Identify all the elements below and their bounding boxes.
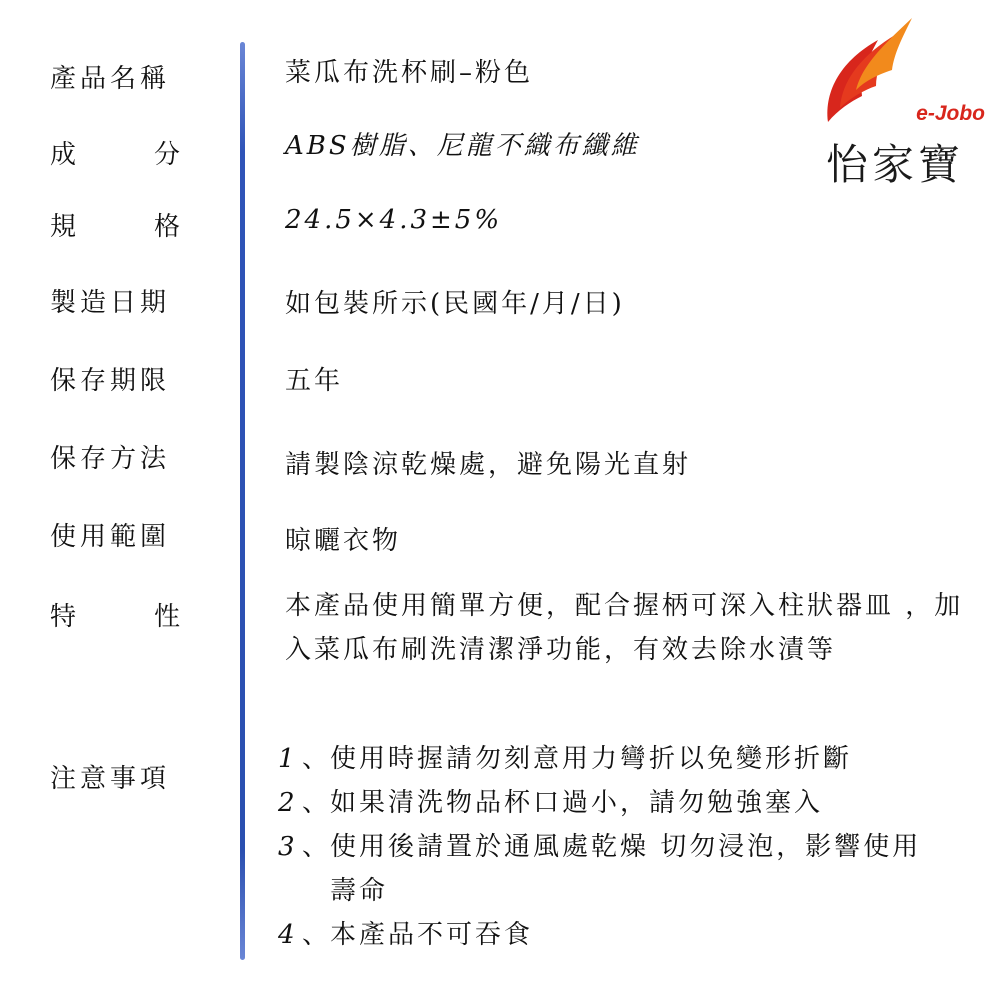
- brand-logo: [820, 10, 995, 189]
- note-item: [278, 737, 978, 781]
- label-ingredient-char-2: 分: [153, 140, 180, 170]
- value-feature: 本產品使用簡單方便，配合握柄可深入柱狀器皿 ，加入菜瓜布刷洗清潔淨功能，有效去除水漬等: [285, 591, 964, 665]
- value-manufacture-date: 如包裝所示(民國年/月/日): [285, 289, 625, 319]
- label-storage: 保存方法: [50, 444, 171, 474]
- logo-brand-text: e-Jobo: [916, 102, 985, 125]
- logo-chinese-name: 怡家寶: [826, 140, 965, 189]
- flame-icon: [820, 10, 920, 130]
- label-manufacture-date: 製造日期: [50, 288, 171, 318]
- label-ingredient: [50, 134, 180, 171]
- value-usage: 晾曬衣物: [285, 526, 402, 556]
- value-shelf-life: 五年: [285, 366, 344, 396]
- notes-list: [278, 737, 978, 957]
- note-number: 1: [278, 744, 298, 774]
- label-spec-char-1: 規: [50, 212, 77, 242]
- label-product-name: 產品名稱: [50, 64, 171, 94]
- label-feature-char-1: 特: [50, 602, 77, 632]
- note-separator: 、: [302, 788, 332, 818]
- note-number: 2: [278, 788, 298, 818]
- note-number: 3: [278, 832, 298, 862]
- label-feature-char-2: 性: [153, 602, 180, 632]
- value-storage: 請製陰涼乾燥處，避免陽光直射: [285, 450, 692, 480]
- value-spec: 24.5×4.3±5%: [285, 205, 503, 235]
- note-item: [278, 913, 978, 957]
- note-text: 如果清洗物品杯口過小，請勿勉強塞入: [330, 788, 824, 818]
- value-ingredient: ABS樹脂、尼龍不織布纖維: [285, 131, 640, 161]
- label-spec-char-2: 格: [153, 212, 180, 242]
- label-usage: 使用範圍: [50, 522, 171, 552]
- label-shelf-life: 保存期限: [50, 366, 171, 396]
- label-ingredient-char-1: 成: [50, 140, 77, 170]
- note-separator: 、: [302, 832, 332, 862]
- label-feature: [50, 596, 180, 633]
- label-spec: [50, 206, 180, 243]
- note-item: [278, 781, 978, 825]
- note-text: 使用時握請勿刻意用力彎折以免變形折斷: [330, 744, 853, 774]
- value-product-name: 菜瓜布洗杯刷–粉色: [285, 58, 534, 88]
- note-separator: 、: [302, 744, 332, 774]
- note-item: [278, 825, 978, 913]
- vertical-divider: [240, 42, 245, 960]
- note-text: 本產品不可吞食: [330, 920, 534, 950]
- note-number: 4: [278, 920, 298, 950]
- label-notes: 注意事項: [50, 764, 171, 794]
- note-text: 使用後請置於通風處乾燥 切勿浸泡，影響使用壽命: [330, 832, 922, 906]
- note-separator: 、: [302, 920, 332, 950]
